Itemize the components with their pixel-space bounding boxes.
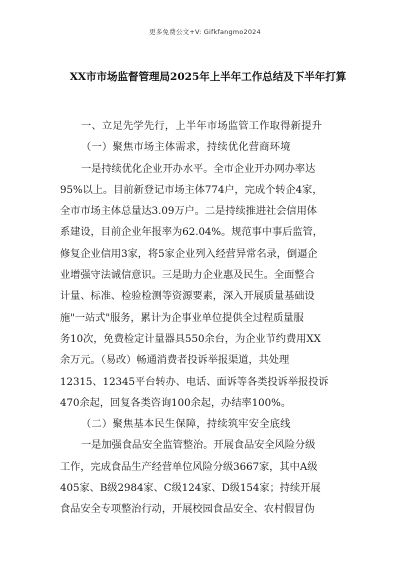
paragraph-line: 计量、标准、检验检测等资源要素，深入开展质量基础设 <box>60 291 315 303</box>
paragraph-line: 一是持续优化企业开办水平。全市企业开办网办率达 <box>81 163 316 175</box>
paragraph-line: 食品安全专项整治行动，开展校园食品安全、农村假冒伪 <box>60 504 315 516</box>
paragraph-line: 工作，完成食品生产经营单位风险分级3667家，其中A级 <box>60 461 318 473</box>
paragraph-line: 一是加强食品安全监管整治。开展食品安全风险分级 <box>81 440 316 452</box>
paragraph-line: 余万元。（易改）畅通消费者投诉举报渠道，共处理 <box>60 355 290 367</box>
paragraph-line: 修复企业信用3家，将5家企业列入经营异常名录，倒逼企 <box>60 248 318 260</box>
paragraph-line: 业增强守法诚信意识。三是助力企业惠及民生。全面整合 <box>60 270 315 282</box>
document-body <box>60 116 356 521</box>
subsection-heading: （一）聚焦市场主体需求，持续优化营商环境 <box>81 142 291 154</box>
paragraph-line: 施"一站式"服务，累计为企事业单位提供全过程质量服 <box>60 312 304 324</box>
paragraph-line: 务10次，免费检定计量器具550余台，为企业节约费用XX <box>60 333 321 345</box>
header-note: 更多免费公文+V: Gifkfangmo2024 <box>149 28 261 36</box>
paragraph-line: 405家、B级2984家、C级124家、D级154家；持续开展 <box>60 483 321 495</box>
section-heading: 一、立足先学先行，上半年市场监管工作取得新提升 <box>81 121 323 132</box>
subsection-heading: （二）聚焦基本民生保障，持续筑牢安全底线 <box>81 419 291 431</box>
paragraph-line: 系建设，目前企业年报率为62.04%。规范事中事后监管， <box>60 227 323 239</box>
paragraph-line: 470余起，回复各类咨询100余起，办结率100%。 <box>60 397 292 409</box>
paragraph-line: 全市市场主体总量达3.09万户。二是持续推进社会信用体 <box>60 206 317 218</box>
document-title: XX市市场监督管理局2025年上半年工作总结及下半年打算 <box>69 71 347 83</box>
paragraph-line: 95%以上。目前新登记市场主体774户，完成个转企4家， <box>60 184 323 196</box>
paragraph-line: 12315、12345平台转办、电话、面诉等各类投诉举报投诉 <box>60 376 329 388</box>
